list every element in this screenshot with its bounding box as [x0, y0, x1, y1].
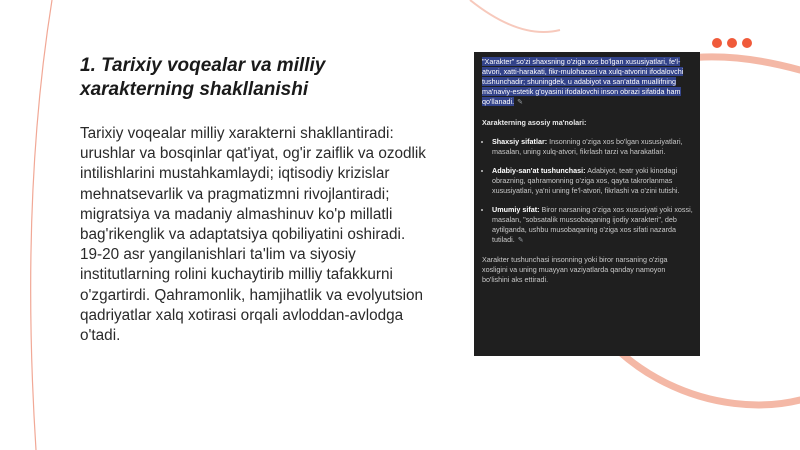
list-item [492, 137, 694, 157]
slide-title: 1. Tarixiy voqealar va milliy xarakterning shakllanishi [80, 55, 326, 100]
list-item [492, 166, 694, 196]
accent-dots [712, 38, 752, 48]
screenshot-intro-text: "Xarakter" so'zi shaxsning o'ziga xos bo'lgan xususiyatlari, fe'l-atvori, xatti-harakati, fikr-mulohazasi va xulq-atvorini ifodalovchi tushunchadir; shuningdek, u adabiyot va san'atda muallifning ma'naviy-estetik g'oyasini ifodalovchi inson obrazi sifatida ham qo'llanadi. [482, 57, 684, 106]
slide-body-text: Tarixiy voqealar milliy xarakterni shakllantiradi: urushlar va bosqinlar qat'iyat, og'ir zaiflik va ozodlik intilishlarini mustahkamlaydi; iqtisodiy krizislar mehnatsevarlik va pragmatizmni rivojlantiradi; migratsiya va madaniy almashinuv ko'p millatli bag'rikenglik va adaptatsiya qobiliyatini oshiradi. 19-20 asr yangilanishlari ta'lim va siyosiy institutlarning rolini kuchaytirib milliy tafakkurni o'zgartirdi. Qahramonlik, hamjihatlik va evolyutsion qadriyatlar xalq xotirasi orqali avloddan-avlodga o'tadi. [80, 125, 426, 345]
list-item-text: Insonning o'ziga xos bo'lgan xususiyatlari, masalan, uning xulq-atvori, fikrlash tarzi va harakatlari. [492, 137, 683, 156]
list-item [492, 205, 694, 246]
screenshot-list [482, 137, 694, 246]
list-item-term: Umumiy sifat: [492, 205, 540, 214]
decorative-curve-top-right [470, 0, 560, 32]
pencil-icon[interactable]: ✎ [517, 237, 524, 244]
screenshot-intro-paragraph [482, 57, 694, 108]
accent-dot [742, 38, 752, 48]
pencil-icon[interactable]: ✎ [517, 99, 524, 106]
embedded-screenshot [474, 52, 700, 356]
accent-dot [712, 38, 722, 48]
decorative-curve-left [31, 0, 52, 450]
list-item-text: Adabiyot, teatr yoki kinodagi obrazning, qahramonning o'ziga xos, qayta takrorlanmas xususiyatlari, ya'ni uning fe'l-atvori, fikrlashi va o'zini tutishi. [492, 166, 680, 195]
screenshot-heading: Xarakterning asosiy ma'nolari: [482, 118, 587, 127]
list-item-term: Adabiy-san'at tushunchasi: [492, 166, 586, 175]
list-item-term: Shaxsiy sifatlar: [492, 137, 548, 146]
accent-dot [727, 38, 737, 48]
screenshot-footer: Xarakter tushunchasi insonning yoki biror narsaning o'ziga xosligini va uning muayyan vaziyatlarda qanday namoyon bo'lishini aks ettiradi. [482, 255, 668, 284]
list-item-text: Biror narsaning o'ziga xos xususiyati yoki xossi, masalan, "sobsatalik mussobaqaning ijodiy xarakteri", deb aytilganda, ushbu musobaqaning o'ziga xos sifati nazarda tutiladi. [492, 205, 693, 244]
